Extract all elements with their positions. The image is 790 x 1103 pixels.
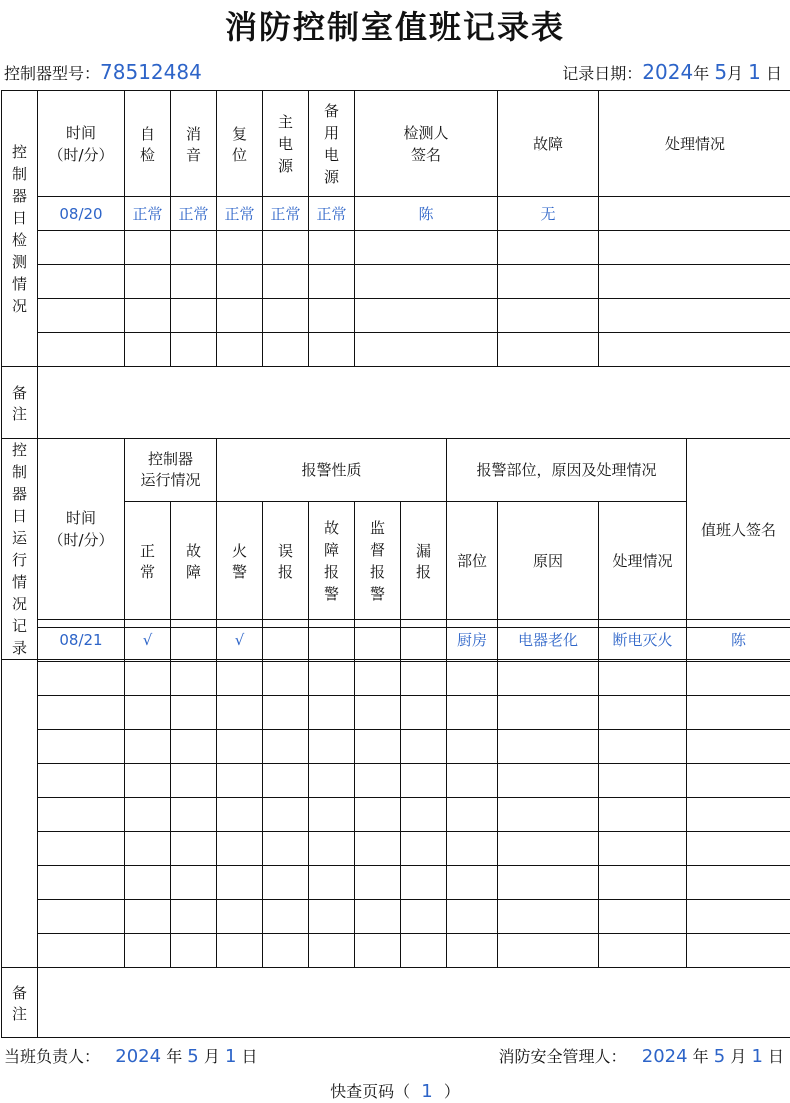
table-cell[interactable] — [447, 696, 498, 730]
table-cell[interactable] — [498, 832, 599, 866]
col-fault-alarm: 故障 报警 — [309, 501, 355, 620]
model-value[interactable]: 78512484 — [100, 60, 202, 84]
table-cell[interactable] — [38, 764, 125, 798]
col-selfcheck: 自 检 — [125, 91, 171, 197]
shift-year[interactable]: 2024 — [115, 1046, 162, 1067]
remark-row — [2, 367, 790, 439]
mgr-year[interactable]: 2024 — [641, 1046, 688, 1067]
row-side — [2, 696, 38, 730]
table-cell[interactable] — [309, 764, 355, 798]
table-cell[interactable] — [498, 696, 599, 730]
col-location: 部位 — [447, 501, 498, 620]
table-cell[interactable] — [401, 764, 447, 798]
table-cell[interactable] — [599, 798, 687, 832]
table-cell[interactable] — [447, 628, 498, 662]
table-row — [2, 900, 790, 934]
table-cell[interactable] — [447, 764, 498, 798]
controller-model — [4, 60, 202, 84]
row-side — [2, 798, 38, 832]
cell-fault[interactable]: 无 — [498, 197, 599, 231]
month-unit: 月 — [727, 64, 744, 83]
remark-field[interactable] — [38, 367, 790, 439]
table-cell[interactable] — [125, 934, 171, 968]
col-main-power: 主电源 — [263, 91, 309, 197]
table-cell[interactable] — [217, 798, 263, 832]
table-cell[interactable] — [355, 832, 401, 866]
table-cell[interactable] — [599, 832, 687, 866]
table-cell[interactable] — [599, 628, 687, 662]
table-row — [2, 764, 790, 798]
table-cell[interactable] — [447, 832, 498, 866]
remark-row — [2, 968, 790, 1038]
table-cell[interactable] — [447, 730, 498, 764]
table-cell[interactable] — [263, 696, 309, 730]
table-cell[interactable] — [401, 798, 447, 832]
table-cell[interactable] — [263, 662, 309, 696]
table-cell[interactable] — [447, 798, 498, 832]
table-cell[interactable] — [217, 730, 263, 764]
table-cell[interactable] — [309, 934, 355, 968]
date-year[interactable]: 2024 — [642, 60, 694, 84]
table-cell[interactable] — [263, 730, 309, 764]
table-cell[interactable] — [217, 764, 263, 798]
shift-lead-label: 当班负责人： — [4, 1047, 101, 1066]
table-cell[interactable] — [687, 832, 790, 866]
table-cell[interactable] — [355, 764, 401, 798]
table-cell[interactable] — [309, 662, 355, 696]
col-duty-sign: 值班人签名 — [687, 439, 790, 620]
cell-location[interactable]: 厨房 — [447, 620, 498, 660]
table-cell[interactable] — [447, 934, 498, 968]
table-cell[interactable] — [217, 900, 263, 934]
unit-month: 月 — [203, 1047, 220, 1066]
table-row — [2, 231, 790, 265]
section2-side-label: 控制器日运行情况记录 — [2, 439, 38, 660]
table-cell[interactable] — [125, 900, 171, 934]
col-fault: 故障 — [498, 91, 599, 197]
table-cell[interactable] — [599, 662, 687, 696]
col-reset: 复 位 — [217, 91, 263, 197]
table-cell[interactable] — [171, 866, 217, 900]
table-cell[interactable] — [38, 900, 125, 934]
table-cell[interactable] — [498, 628, 599, 662]
group-alarm-location: 报警部位，原因及处理情况 — [447, 439, 687, 502]
row-side — [2, 764, 38, 798]
table-cell[interactable] — [309, 730, 355, 764]
table-cell[interactable] — [309, 866, 355, 900]
mgr-day[interactable]: 1 — [751, 1046, 763, 1067]
table-cell[interactable] — [263, 628, 309, 662]
table-cell[interactable] — [401, 900, 447, 934]
table-cell[interactable] — [171, 832, 217, 866]
table-row — [2, 333, 790, 367]
unit-month: 月 — [730, 1047, 747, 1066]
table-cell[interactable] — [355, 934, 401, 968]
table-cell[interactable] — [217, 662, 263, 696]
table-cell[interactable] — [263, 900, 309, 934]
table-cell[interactable] — [687, 662, 790, 696]
cell-time[interactable]: 08/20 — [38, 197, 125, 231]
table-cell[interactable] — [498, 730, 599, 764]
table-cell[interactable] — [687, 696, 790, 730]
table-cell[interactable] — [38, 662, 125, 696]
table-cell[interactable] — [687, 798, 790, 832]
table-cell[interactable] — [355, 900, 401, 934]
table-cell[interactable] — [125, 696, 171, 730]
table-cell[interactable] — [355, 730, 401, 764]
table-cell[interactable] — [217, 866, 263, 900]
group-alarm-type: 报警性质 — [217, 439, 447, 502]
cell-fire[interactable]: √ — [217, 620, 263, 660]
table-cell[interactable] — [309, 832, 355, 866]
row-side — [2, 934, 38, 968]
table-cell[interactable] — [355, 866, 401, 900]
table-row — [2, 662, 790, 696]
table-cell[interactable] — [217, 934, 263, 968]
cell-normal[interactable]: √ — [125, 620, 171, 660]
table-cell[interactable] — [263, 832, 309, 866]
table-cell[interactable] — [263, 798, 309, 832]
table-cell[interactable] — [401, 832, 447, 866]
table-row — [2, 866, 790, 900]
table-cell[interactable] — [687, 628, 790, 662]
table-cell[interactable] — [171, 764, 217, 798]
table-cell[interactable] — [38, 934, 125, 968]
table-cell[interactable] — [401, 628, 447, 662]
table-row — [2, 628, 790, 662]
record-date — [562, 60, 782, 84]
page-index — [0, 1079, 790, 1102]
table-cell[interactable] — [38, 628, 125, 662]
table-cell[interactable] — [355, 628, 401, 662]
table-cell[interactable] — [125, 662, 171, 696]
table-cell[interactable] — [447, 662, 498, 696]
row-side — [2, 628, 38, 662]
table-cell[interactable] — [401, 696, 447, 730]
table-cell[interactable] — [401, 730, 447, 764]
date-label: 记录日期： — [562, 64, 643, 83]
table-cell[interactable] — [217, 628, 263, 662]
table-cell[interactable] — [125, 832, 171, 866]
remark-field[interactable] — [38, 968, 790, 1038]
table-cell[interactable] — [687, 730, 790, 764]
table-cell[interactable] — [498, 764, 599, 798]
table-cell[interactable] — [599, 730, 687, 764]
table-cell[interactable] — [125, 798, 171, 832]
shift-lead-sign — [4, 1044, 258, 1067]
table-cell[interactable] — [599, 866, 687, 900]
table-cell[interactable] — [38, 832, 125, 866]
shift-month[interactable]: 5 — [187, 1046, 199, 1067]
table-cell[interactable] — [171, 730, 217, 764]
table-row — [2, 730, 790, 764]
table-cell[interactable] — [309, 696, 355, 730]
row-side — [2, 662, 38, 696]
mgr-month[interactable]: 5 — [713, 1046, 726, 1067]
table-cell[interactable] — [38, 866, 125, 900]
col-silence: 消 音 — [171, 91, 217, 197]
model-label: 控制器型号： — [4, 64, 101, 83]
col-handling: 处理情况 — [599, 91, 790, 197]
table-cell[interactable] — [309, 798, 355, 832]
table-cell[interactable] — [125, 866, 171, 900]
col-backup-power: 备用电源 — [309, 91, 355, 197]
year-unit: 年 — [693, 64, 710, 83]
table-cell[interactable] — [401, 934, 447, 968]
table-cell[interactable] — [171, 628, 217, 662]
table-cell[interactable] — [498, 866, 599, 900]
table-cell[interactable] — [355, 662, 401, 696]
table-cell[interactable] — [355, 696, 401, 730]
table-cell[interactable] — [498, 900, 599, 934]
safety-manager-sign — [498, 1044, 784, 1067]
table-cell[interactable] — [687, 764, 790, 798]
col-fire: 火 警 — [217, 501, 263, 620]
table-cell[interactable] — [687, 934, 790, 968]
table-cell[interactable] — [687, 866, 790, 900]
table-row — [2, 798, 790, 832]
cell-main-power[interactable]: 正常 — [263, 197, 309, 231]
table-cell[interactable] — [38, 696, 125, 730]
remark-label: 备 注 — [2, 968, 38, 1038]
table-cell[interactable] — [447, 900, 498, 934]
table-cell[interactable] — [125, 628, 171, 662]
table-cell[interactable] — [171, 662, 217, 696]
table-cell[interactable] — [401, 866, 447, 900]
cell-silence[interactable]: 正常 — [171, 197, 217, 231]
table-cell[interactable] — [125, 764, 171, 798]
table-cell[interactable] — [498, 662, 599, 696]
table-cell[interactable] — [263, 866, 309, 900]
table-cell[interactable] — [309, 628, 355, 662]
col-false-alarm: 误 报 — [263, 501, 309, 620]
cell-selfcheck[interactable]: 正常 — [125, 197, 171, 231]
col-supervise-alarm: 监督 报警 — [355, 501, 401, 620]
page-suffix: ） — [443, 1082, 460, 1101]
section1-side-label: 控制器日检测情况 — [2, 91, 38, 367]
table-cell[interactable] — [599, 764, 687, 798]
table-cell[interactable] — [309, 900, 355, 934]
page-number[interactable]: 1 — [421, 1081, 433, 1102]
cell-time[interactable]: 08/21 — [38, 620, 125, 660]
date-day[interactable]: 1 — [748, 60, 761, 84]
col-fault: 故 障 — [171, 501, 217, 620]
cell-backup-power[interactable]: 正常 — [309, 197, 355, 231]
col-time: 时间 （时/分） — [38, 439, 125, 620]
table-cell[interactable] — [171, 798, 217, 832]
table-cell[interactable] — [217, 696, 263, 730]
table-cell[interactable] — [599, 900, 687, 934]
table-cell[interactable] — [171, 900, 217, 934]
table-cell[interactable] — [401, 662, 447, 696]
table-cell[interactable] — [599, 934, 687, 968]
col-miss-alarm: 漏 报 — [401, 501, 447, 620]
table-row — [2, 696, 790, 730]
col-reason: 原因 — [498, 501, 599, 620]
table-cell[interactable] — [38, 798, 125, 832]
table-cell[interactable] — [171, 934, 217, 968]
cell-handling[interactable] — [599, 197, 790, 231]
table-cell[interactable] — [171, 696, 217, 730]
table-cell[interactable] — [447, 866, 498, 900]
col-time: 时间 （时/分） — [38, 91, 125, 197]
table-cell[interactable] — [38, 730, 125, 764]
page-prefix: 快查页码（ — [330, 1082, 411, 1101]
row-side — [2, 866, 38, 900]
table-cell[interactable] — [263, 934, 309, 968]
unit-day: 日 — [767, 1047, 784, 1066]
table-cell[interactable] — [599, 696, 687, 730]
daily-operation-table-rows — [1, 627, 790, 1038]
table-cell[interactable] — [355, 798, 401, 832]
shift-day[interactable]: 1 — [224, 1046, 237, 1067]
cell-reset[interactable]: 正常 — [217, 197, 263, 231]
table-row — [2, 934, 790, 968]
date-month[interactable]: 5 — [714, 60, 728, 84]
group-controller-status: 控制器 运行情况 — [125, 439, 217, 502]
safety-mgr-label: 消防安全管理人： — [498, 1047, 627, 1066]
row-side — [2, 900, 38, 934]
table-cell[interactable] — [125, 730, 171, 764]
day-unit: 日 — [765, 64, 782, 83]
cell-handling[interactable]: 断电灭火 — [599, 620, 687, 660]
table-cell[interactable] — [217, 832, 263, 866]
table-row — [2, 299, 790, 333]
table-cell[interactable] — [498, 934, 599, 968]
cell-inspector[interactable]: 陈 — [355, 197, 498, 231]
table-row — [2, 197, 790, 231]
col-normal: 正 常 — [125, 501, 171, 620]
table-cell[interactable] — [687, 900, 790, 934]
unit-day: 日 — [241, 1047, 258, 1066]
table-row — [2, 832, 790, 866]
col-inspector: 检测人 签名 — [355, 91, 498, 197]
daily-check-table — [1, 90, 790, 439]
table-cell[interactable] — [498, 798, 599, 832]
cell-duty-sign[interactable]: 陈 — [687, 620, 790, 660]
cell-reason[interactable]: 电器老化 — [498, 620, 599, 660]
page-title: 消防控制室值班记录表 — [224, 8, 565, 46]
row-side — [2, 832, 38, 866]
col-handling: 处理情况 — [599, 501, 687, 620]
table-cell[interactable] — [263, 764, 309, 798]
unit-year: 年 — [692, 1047, 709, 1066]
row-side — [2, 730, 38, 764]
table-row — [2, 265, 790, 299]
unit-year: 年 — [166, 1047, 183, 1066]
remark-label: 备 注 — [2, 367, 38, 439]
